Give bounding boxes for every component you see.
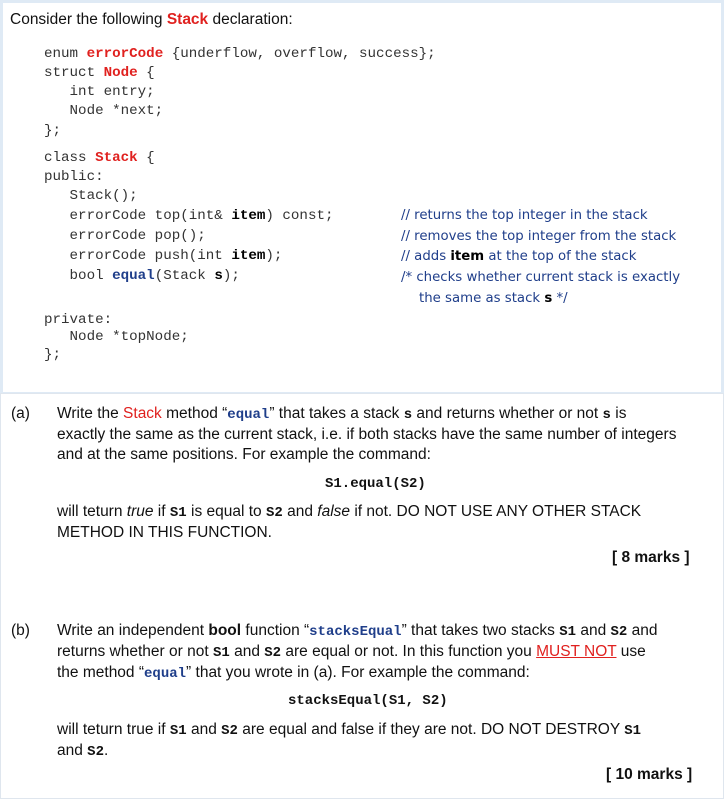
code-private-line: private: <box>44 312 113 328</box>
code-ctor-line: Stack(); <box>44 188 138 204</box>
text-run: and <box>229 643 265 660</box>
code-class-close: }; <box>44 347 62 363</box>
code-public-line: public: <box>44 169 104 185</box>
question-a-line-1 <box>57 404 709 425</box>
intro-suffix: declaration: <box>208 11 293 28</box>
code-enum-line <box>44 45 436 63</box>
question-a-command: S1.equal(S2) <box>325 476 426 492</box>
code-token: Stack <box>95 150 138 166</box>
question-b-text <box>57 621 717 684</box>
question-a-marks: [ 8 marks ] <box>612 549 690 566</box>
text-run: and returns whether or not <box>412 405 603 422</box>
code-token: s <box>214 268 223 284</box>
text-run: if not. DO NOT USE ANY OTHER STACK <box>350 503 642 520</box>
text-run: bool <box>208 622 242 639</box>
text-run: and <box>186 721 222 738</box>
text-run: are equal and false if they are not. DO NOT DESTROY <box>237 721 625 738</box>
code-struct-line <box>44 64 155 82</box>
text-run: s <box>403 407 413 423</box>
intro-prefix: Consider the following <box>10 11 167 28</box>
code-token: errorCode top(int& <box>44 208 232 224</box>
code-token: ) const; <box>265 208 334 224</box>
question-b-line-1 <box>57 621 717 642</box>
text-run: if <box>153 503 170 520</box>
comment-top: // returns the top integer in the stack <box>401 208 648 223</box>
code-topnode-line: Node *topNode; <box>44 329 189 345</box>
code-token: Node <box>103 65 138 81</box>
text-run: and <box>57 742 88 759</box>
code-top-line <box>44 207 334 225</box>
question-a-line-5: METHOD IN THIS FUNCTION. <box>57 524 272 541</box>
text-run: S1 <box>624 723 642 739</box>
text-run: MUST NOT <box>536 643 617 660</box>
code-pop-line: errorCode pop(); <box>44 228 206 244</box>
text-run: S2 <box>87 744 104 760</box>
code-class-line <box>44 149 155 167</box>
code-next-line: Node *next; <box>44 103 164 119</box>
question-a-label: (a) <box>11 405 30 422</box>
code-push-line <box>44 247 282 265</box>
text-run: ” that you wrote in (a). For example the command: <box>186 664 530 681</box>
comment-token: s <box>544 291 553 306</box>
text-run: Write the <box>57 405 124 422</box>
text-run: S2 <box>265 505 283 521</box>
comment-push <box>401 249 636 264</box>
question-b-line-2 <box>57 642 717 663</box>
code-struct-close: }; <box>44 123 62 139</box>
code-token: { <box>137 65 155 81</box>
question-a-line-4 <box>57 502 717 523</box>
question-a-line-2: exactly the same as the current stack, i.e. if both stacks have the same number of integers <box>57 426 677 443</box>
code-token: enum <box>44 46 87 62</box>
intro-keyword: Stack <box>166 11 209 28</box>
code-token: (Stack <box>154 268 215 284</box>
code-token: item <box>231 208 266 224</box>
text-run: S2 <box>221 723 238 739</box>
comment-token: */ <box>552 291 568 306</box>
code-token: ); <box>222 268 240 284</box>
code-token: errorCode push(int <box>44 248 232 264</box>
text-run: false <box>317 503 351 520</box>
text-run: and <box>576 622 611 639</box>
text-run: S1 <box>212 645 230 661</box>
question-b-text-2 <box>57 720 717 762</box>
comment-token: the same as stack <box>419 291 545 306</box>
text-run: will teturn true if <box>57 721 170 738</box>
code-token: bool <box>44 268 113 284</box>
code-token: errorCode <box>86 46 164 62</box>
question-a-text <box>57 404 709 465</box>
text-run: equal <box>144 666 187 682</box>
text-run: . <box>103 742 109 759</box>
comment-pop: // removes the top integer from the stack <box>401 229 677 244</box>
text-run: stacksEqual <box>309 624 402 640</box>
text-run: S1 <box>559 624 577 640</box>
text-run: S1 <box>169 723 187 739</box>
text-run: method “ <box>161 405 228 422</box>
text-run: are equal or not. In this function you <box>281 643 537 660</box>
text-run: use <box>616 643 646 660</box>
text-run: Stack <box>123 405 162 422</box>
code-token: struct <box>44 65 104 81</box>
text-run: ” that takes a stack <box>269 405 404 422</box>
code-token: item <box>231 248 266 264</box>
comment-token: item <box>450 249 485 264</box>
text-run: s <box>602 407 611 423</box>
intro-text <box>10 11 293 29</box>
text-run: S2 <box>264 645 282 661</box>
text-run: and <box>282 503 318 520</box>
text-run: and <box>627 622 658 639</box>
text-run: ” that takes two stacks <box>401 622 560 639</box>
question-a-text-2 <box>57 502 717 543</box>
code-token: ); <box>265 248 283 264</box>
code-equal-line <box>44 267 240 285</box>
code-entry-line: int entry; <box>44 84 155 100</box>
question-a-line-3: and at the same positions. For example the command: <box>57 446 431 463</box>
question-b-label: (b) <box>11 622 30 639</box>
question-b-line-4 <box>57 720 717 741</box>
comment-equal-1: /* checks whether current stack is exactly <box>401 270 681 285</box>
text-run: will teturn <box>57 503 127 520</box>
text-run: S2 <box>610 624 628 640</box>
question-b-line-5 <box>57 741 717 762</box>
text-run: true <box>126 503 154 520</box>
text-run: is equal to <box>186 503 266 520</box>
text-run: the method “ <box>57 664 145 681</box>
code-token: class <box>44 150 96 166</box>
text-run: Write an independent <box>57 622 209 639</box>
text-run: is <box>610 405 627 422</box>
code-token: equal <box>112 268 155 284</box>
question-b-marks: [ 10 marks ] <box>606 766 693 783</box>
question-b-command: stacksEqual(S1, S2) <box>288 693 448 709</box>
text-run: S1 <box>169 505 187 521</box>
code-token: { <box>137 150 155 166</box>
question-b-line-3 <box>57 663 717 684</box>
code-token: {underflow, overflow, success}; <box>163 46 436 62</box>
comment-token: // adds <box>401 249 451 264</box>
text-run: equal <box>227 407 270 423</box>
text-run: function “ <box>241 622 310 639</box>
text-run: returns whether or not <box>57 643 213 660</box>
comment-equal-2 <box>419 291 568 306</box>
comment-token: at the top of the stack <box>484 249 637 264</box>
